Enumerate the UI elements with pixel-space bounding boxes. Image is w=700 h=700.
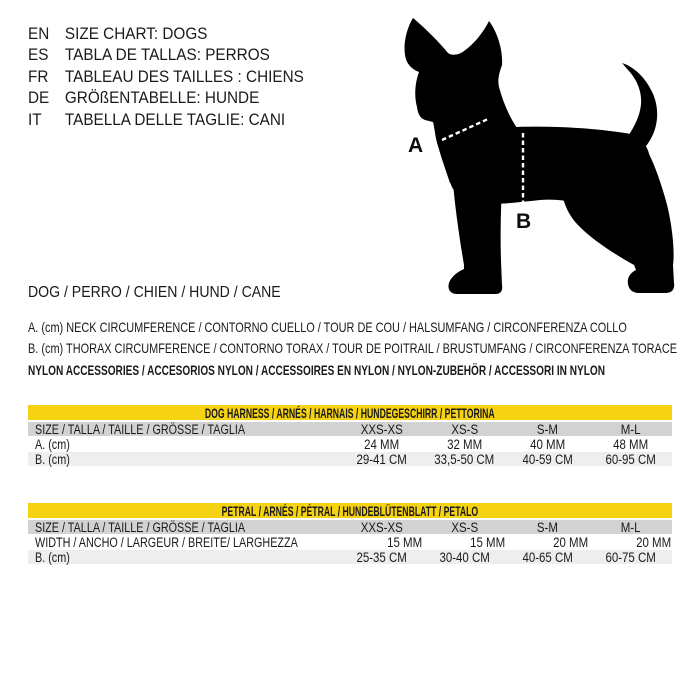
size-column-header: XXS-XS [360, 421, 403, 437]
species-line: DOG / PERRO / CHIEN / HUND / CANE [28, 284, 281, 301]
row-label: B. (cm) [35, 451, 70, 467]
value-cell: 32 MM [446, 436, 483, 452]
neck-measure-row [28, 437, 672, 451]
size-column-header: XXS-XS [360, 519, 403, 535]
size-row-label-cell [28, 520, 340, 535]
row-label: A. (cm) [35, 436, 70, 452]
row-label-cell [28, 535, 364, 550]
value-cell: 40-59 CM [522, 451, 573, 467]
value-cell: 40 MM [529, 436, 566, 452]
size-row-label-cell [28, 422, 340, 437]
size-column-header: M-L [620, 519, 641, 535]
language-code: IT [28, 109, 42, 129]
language-code: FR [28, 66, 49, 86]
size-row-label: SIZE / TALLA / TAILLE / GRÖSSE / TAGLIA [35, 519, 246, 535]
petral-table [28, 503, 672, 565]
size-column-header: S-M [536, 519, 559, 535]
thorax-measure-legend: B. (cm) THORAX CIRCUMFERENCE / CONTORNO TORAX / TOUR DE POITRAIL / BRUSTUMFANG / CIRCONFERENZA TORACE [28, 340, 678, 357]
size-column-header: XS-S [451, 421, 478, 437]
size-header-row [28, 422, 672, 436]
petral-table-title: PETRAL / ARNÉS / PÉTRAL / HUNDEBLÜTENBLATT / PETALO [221, 502, 479, 519]
value-cell: 24 MM [363, 436, 400, 452]
size-header-row [28, 520, 672, 534]
value-cell: 15 MM [470, 534, 506, 550]
language-title: TABLA DE TALLAS: PERROS [64, 45, 270, 65]
dog-harness-table-title-bar [28, 405, 672, 420]
size-column-header: S-M [536, 421, 559, 437]
row-label: WIDTH / ANCHO / LARGEUR / BREITE/ LARGHEZZA [35, 534, 298, 550]
row-label-cell [28, 437, 340, 452]
value-cell: 60-95 CM [605, 451, 656, 467]
measure-label-a: A [408, 134, 424, 157]
value-cell: 60-75 CM [605, 549, 656, 565]
thorax-measure-row [28, 452, 672, 466]
dog-rear-leg [562, 148, 674, 293]
measurement-legend [28, 316, 700, 381]
value-cell: 20 MM [553, 534, 589, 550]
dog-tail [622, 63, 657, 153]
size-column-header: XS-S [451, 519, 478, 535]
width-row [28, 535, 672, 549]
dog-front-leg [448, 165, 503, 294]
size-row-label: SIZE / TALLA / TAILLE / GRÖSSE / TAGLIA [35, 421, 246, 437]
language-title: GRÖßENTABELLE: HUNDE [64, 88, 260, 108]
row-label-cell [28, 550, 340, 565]
language-row [28, 45, 304, 67]
value-cell: 48 MM [612, 436, 649, 452]
row-label: B. (cm) [35, 549, 70, 565]
language-code: EN [28, 23, 50, 43]
neck-measure-legend: A. (cm) NECK CIRCUMFERENCE / CONTORNO CUELLO / TOUR DE COU / HALSUMFANG / CIRCONFERENZA COLLO [28, 318, 627, 335]
language-title: TABLEAU DES TAILLES : CHIENS [64, 66, 304, 86]
value-cell: 29-41 CM [356, 451, 407, 467]
dog-silhouette-figure [400, 13, 690, 298]
nylon-accessories-line: NYLON ACCESSORIES / ACCESORIOS NYLON / ACCESSOIRES EN NYLON / NYLON-ZUBEHÖR / ACCESSORI IN NYLON [28, 361, 606, 378]
value-cell: 30-40 CM [439, 549, 490, 565]
language-title: SIZE CHART: DOGS [64, 23, 208, 43]
petral-table-title-bar [28, 503, 672, 518]
language-row [28, 109, 304, 131]
value-cell: 33,5-50 CM [434, 451, 495, 467]
language-row [28, 88, 304, 110]
dog-harness-table-title: DOG HARNESS / ARNÉS / HARNAIS / HUNDEGESCHIRR / PETTORINA [205, 404, 495, 421]
dog-head [405, 18, 517, 183]
language-title: TABELLA DELLE TAGLIE: CANI [64, 109, 286, 129]
language-code: ES [28, 45, 49, 65]
thorax-measure-row [28, 550, 672, 564]
language-code: DE [28, 88, 50, 108]
value-cell: 40-65 CM [522, 549, 573, 565]
size-column-header: M-L [620, 421, 641, 437]
value-cell: 15 MM [387, 534, 423, 550]
language-list [28, 23, 334, 131]
language-row [28, 66, 304, 88]
value-cell: 20 MM [636, 534, 672, 550]
measure-label-b: B [516, 210, 532, 233]
value-cell: 25-35 CM [356, 549, 407, 565]
row-label-cell [28, 452, 340, 467]
dog-harness-table [28, 405, 672, 467]
language-row [28, 23, 304, 45]
